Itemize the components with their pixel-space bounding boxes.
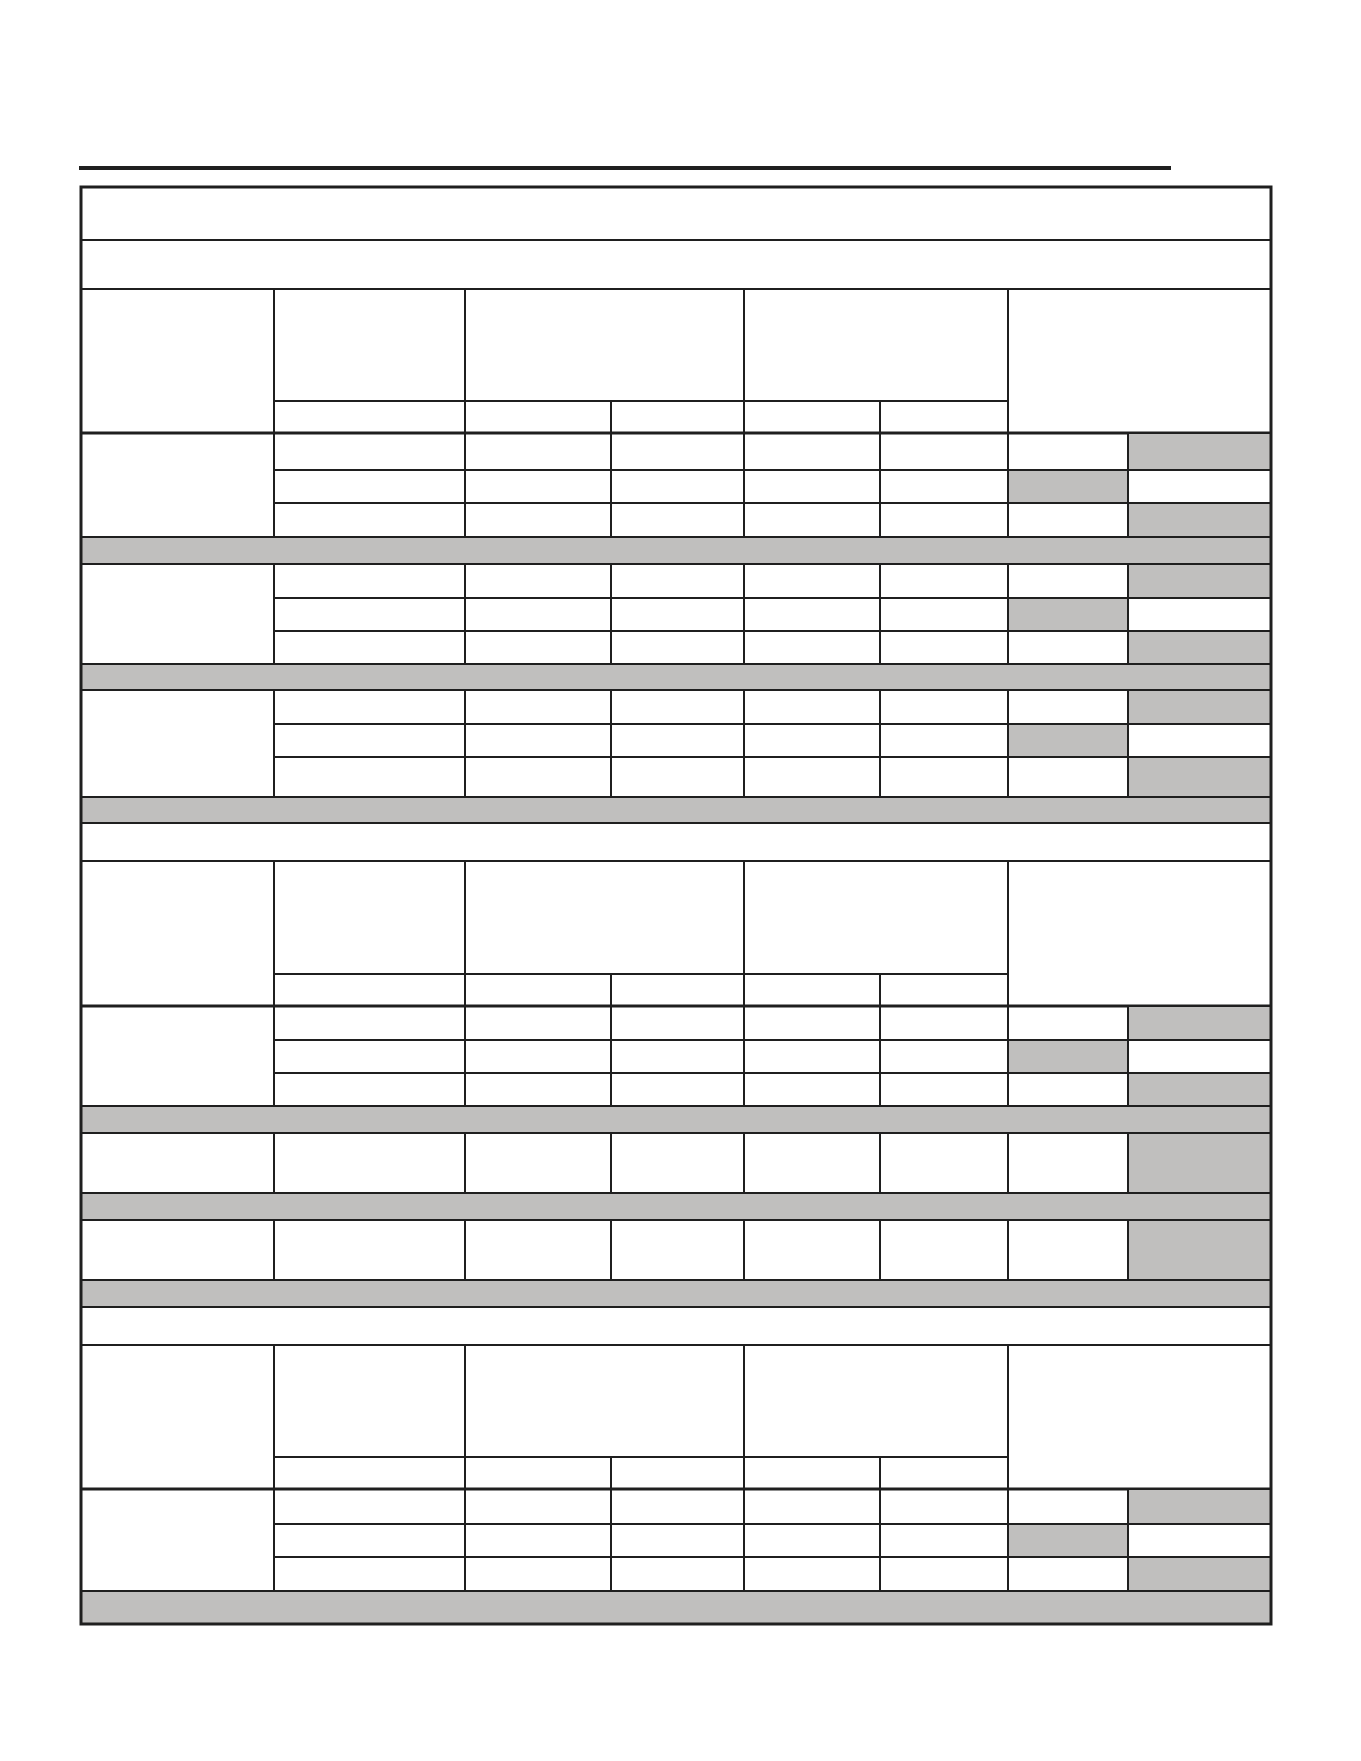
shaded-cell: [1009, 1525, 1127, 1556]
shaded-cell: [1129, 632, 1270, 663]
subtotal-band: [82, 538, 1270, 563]
subtotal-band: [82, 798, 1270, 822]
subtotal-band: [82, 1107, 1270, 1132]
shaded-cell: [1009, 599, 1127, 630]
form-outer-border: [81, 187, 1271, 1624]
shaded-cell: [1129, 1074, 1270, 1105]
subtotal-band: [82, 1281, 1270, 1306]
shaded-cell: [1129, 758, 1270, 796]
shaded-cell: [1129, 434, 1270, 469]
subtotal-band: [82, 1592, 1270, 1623]
shaded-cell: [1129, 1134, 1270, 1192]
shaded-cell: [1129, 1558, 1270, 1590]
shaded-cell: [1129, 1490, 1270, 1523]
shaded-cell: [1129, 565, 1270, 597]
subtotal-band: [82, 1194, 1270, 1219]
shaded-cell: [1129, 1221, 1270, 1279]
shaded-cell: [1129, 691, 1270, 723]
shaded-cell: [1009, 725, 1127, 756]
shaded-cell: [1009, 471, 1127, 502]
shaded-cell: [1009, 1041, 1127, 1072]
subtotal-band: [82, 665, 1270, 689]
shaded-cell: [1129, 1007, 1270, 1039]
shaded-cell: [1129, 504, 1270, 536]
